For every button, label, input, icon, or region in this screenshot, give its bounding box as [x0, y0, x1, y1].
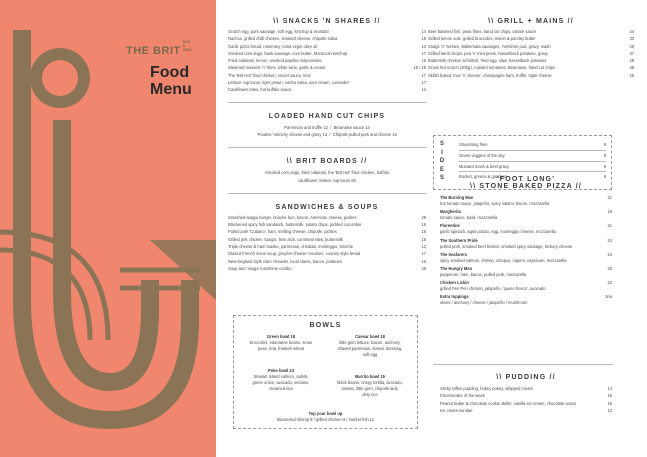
list-item: Florentine 21 garlic spinach, agria potato, egg, monteggio cheese, mozzarella: [440, 223, 612, 235]
grill-heading: \\ GRILL + MAINS //: [488, 18, 574, 25]
bowls-box: [233, 315, 418, 429]
list-item: Glazed French onion soup, gruyère cheese croutons, country style bread 17: [228, 251, 426, 257]
list-item: Rocket, greens & goddess 9: [459, 174, 606, 180]
chips-heading: LOADED HAND CUT CHIPS: [268, 112, 386, 120]
sandwiches-list: [228, 214, 426, 272]
bowls-heading: BOWLS: [309, 322, 342, 329]
list-item: Beer battered fish, peas frites, hand cut chips, tartare sauce 24: [428, 29, 634, 34]
page-title: Food Menu: [150, 64, 192, 98]
list-item: Green veggies of the day 9: [459, 151, 606, 162]
snacks-list: [228, 28, 426, 94]
list-item: Cauliflower bites, hot buffalo sauce 14: [228, 87, 426, 93]
brand-logo: THE BRITBAR & GRILL: [126, 40, 194, 57]
boards-heading: \\ BRIT BOARDS //: [286, 158, 368, 166]
bowl-poke: Poke bowl 23 Stewart Island salmon, radish, green onion, avocado, sesame, steamed rice: [252, 368, 310, 391]
list-item: Margherita 19 tomato sauce, basil, mozzarella: [440, 209, 612, 221]
list-item: Grass fed scotch (300g), roasted tomatoes, Béarnaise, hand cut chips 38: [428, 65, 634, 71]
boards-line: Smoked corn dogs, fried calamari, the 'Brit Hot' fried chicken, buffalo: [265, 170, 389, 176]
bowl-green: Green bowl 18 broccolini, edamame beans, snow peas, feta, freekeh wheat: [250, 334, 312, 351]
divider: [228, 102, 426, 103]
chips-line: 'Poutine' stretchy cheese and gravy 13 / Chipotle pulled pork and cheese 16: [257, 131, 397, 137]
menu-column-left: [228, 18, 426, 272]
list-item: Fried calamari, lemon, smoked paprika mayonnaise 16: [228, 58, 426, 64]
list-item: Grilled lamb chops, pea 'n' mint pesto, hasselback potatoes, gravy 37: [428, 50, 634, 56]
list-item: Cheesecake of the week 16: [440, 393, 612, 399]
pizza-heading: \\ STONE BAKED PIZZA //: [470, 183, 582, 190]
divider: [228, 193, 426, 194]
list-item: Sticky toffee pudding, hokey pokey, whipped cream 14: [440, 386, 612, 391]
list-item: New England style clam chowder, local clams, bacon, potatoes 16: [228, 258, 426, 264]
pudding-heading: \\ PUDDING //: [496, 374, 556, 381]
list-item: The Southern Pride 24 pulled pork, smoked beef brisket, smoked spicy sausage, hickory cheese: [440, 237, 612, 249]
list-item: Skillet baked 'mac 'n' cheese', champagne ham, truffle, triple cheese 25: [428, 72, 634, 78]
bowl-caesar: Caesar bowl 18 little gem lettuce, bacon, anchovy, shaved parmesan, classic dressing, soft egg: [337, 334, 403, 357]
divider: [228, 147, 426, 148]
bowl-topup: Top your bowl up blackened shrimp 9 / grilled chicken 9 / market fish 11: [276, 411, 375, 422]
list-item: Soup and 'sanga' lunchtime combo 26: [228, 265, 426, 271]
list-item: Garlic pizza bread, rosemary, extra virgin olive oil 13: [228, 43, 426, 49]
boards-line: cauliflower, lettuce cup tacos 65: [298, 177, 356, 183]
list-item: Lettuce cup tacos, tiger prawn, nacho salsa, sour cream, coriander 17: [228, 80, 426, 86]
pizza-section: [440, 176, 612, 309]
list-item: The 'Brit Hot' fried chicken, secret sauce, lime 17: [228, 72, 426, 78]
grill-list: [428, 28, 634, 79]
menu-column-right: [428, 18, 634, 79]
cover-panel: [0, 0, 216, 457]
list-item: Blackened spicy fish sandwich, buttermilk, potato chips, pickled cucumber 16: [228, 222, 426, 228]
list-item: Ice cream sundae 12: [440, 407, 612, 413]
list-item: Triple cheese & ham toastie, parmesan, cheddar, monteggio, brioche 13: [228, 244, 426, 250]
snacks-heading: \\ SNACKS 'N SHARES //: [273, 18, 381, 25]
list-item: Grilled jerk chicken 'sanga', lime aioli, cornmeal slaw, buttermilk 16: [228, 236, 426, 242]
list-item: The Hungry Man 23 pepperoni, ham, bacon, pulled pork, mozzarella: [440, 265, 612, 277]
list-item: Scotch egg, pork sausage, soft egg, ketchup & mustard 14: [228, 29, 426, 34]
sides-label: S I D E S: [439, 141, 445, 182]
pizza-heading-top: 'FOOT LONG': [496, 176, 556, 183]
list-item: The Burning Man 21 hot tomato sauce, jalapeño, spicy salami, bacon, mozzarella: [440, 195, 612, 206]
pudding-section: [440, 374, 612, 414]
list-item: Chicken Lickin 22 grilled Peri Peri chicken, jalapeño, 'queso fresco', avocado: [440, 280, 612, 292]
list-item: Mustard mash & beef gravy 9: [459, 162, 606, 173]
sandwiches-heading: SANDWICHES & SOUPS: [275, 203, 379, 211]
list-item: The Seafarers 24 spicy smoked salmon, shrimp, octopus, capers, capsicum, mozzarella: [440, 251, 612, 263]
chips-line: Parmesan and truffle 12 / Béarnaise sauce 14: [284, 124, 370, 130]
list-item: Pulled pork 'Cubano', ham, melting cheese, chipotle, pickles 16: [228, 229, 426, 235]
list-item: Nachos, grilled chilli chicken, smoked cheese, chipotle salsa 18: [228, 36, 426, 42]
list-item: Extra toppings 3ea olives / anchovy / cheese / jalapeño / mushroom: [440, 294, 612, 306]
list-item: Grilled lemon sole, grilled broccolini, lemon & parsley butter 33: [428, 36, 634, 42]
list-item: Shoestring fries 8: [459, 140, 606, 151]
list-item: Smoked corn dogs, bank sausage, corn butter, Moroccan ketchup 17: [228, 50, 426, 56]
list-item: Peanut butter & chocolate cookie skillet, vanilla ice-cream, chocolate sauce 16: [440, 400, 612, 406]
bowl-burrito: Burrito bowl 15 black beans, crispy tortilla, avocado, tomato, little gem, chipotle aioli, dirty rice: [337, 374, 403, 397]
list-item: Smashed wagyu burger, brioche bun, bacon, American cheese, pickles 28: [228, 214, 426, 220]
list-item: Snags 'n' Yorkies, Waitemata sausages, Yorkshire pud, gravy, mash 28: [428, 43, 634, 49]
divider: [433, 364, 613, 365]
list-item: Steamed mussels 'n' frites, white wine, garlic & cream 15 / 28: [228, 65, 426, 71]
list-item: Buttermilk chicken schnitzel, fried egg, slaw, hasselback potatoes 29: [428, 58, 634, 64]
